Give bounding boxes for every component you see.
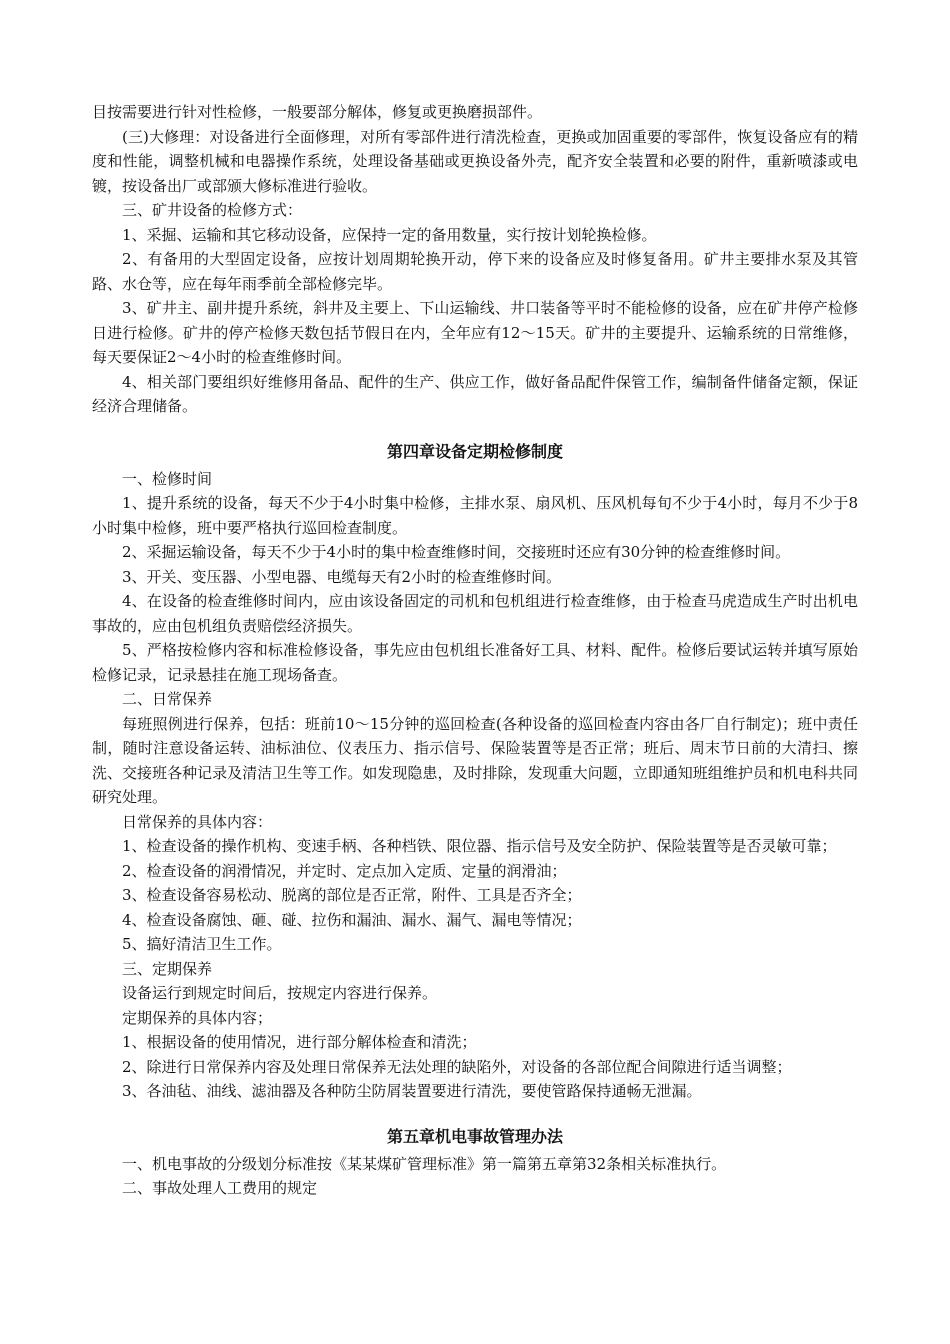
- section-heading: 二、事故处理人工费用的规定: [122, 1179, 318, 1197]
- paragraph: 1、采掘、运输和其它移动设备，应保持一定的备用数量，实行按计划轮换检修。: [122, 225, 657, 244]
- chapter-title: 第五章机电事故管理办法: [386, 1126, 563, 1146]
- paragraph: 3、各油毡、油线、滤油器及各种防尘防屑装置要进行清洗，要使管路保持通畅无泄漏。: [122, 1082, 702, 1100]
- paragraph: 目按需要进行针对性检修，一般要部分解体，修复或更换磨损部件。: [92, 103, 543, 121]
- paragraph: 三、矿井设备的检修方式：: [122, 201, 303, 219]
- paragraph: (三)大修理：对设备进行全面修理，对所有零部件进行清洗检查，更换或加固重要的零部件，恢复设备应有的精度和性能，调整机械和电器操作系统，处理设备基础或更换设备外壳，配齐安全装置和必要的附件，重新喷漆或电镀，按设备出厂或部颁大修标准进行验收。: [92, 127, 858, 195]
- paragraph: 2、检查设备的润滑情况，并定时、定点加入定质、定量的润滑油；: [122, 861, 567, 880]
- chapter-title: 第四章设备定期检修制度: [386, 441, 563, 461]
- paragraph: 5、严格按检修内容和标准检修设备，事先应由包机组长准备好工具、材料、配件。检修后要试运转并填写原始检修记录，记录悬挂在施工现场备查。: [92, 641, 858, 684]
- paragraph: 2、采掘运输设备，每天不少于4小时的集中检查维修时间，交接班时还应有30分钟的检查维修时间。: [122, 543, 791, 561]
- paragraph: 1、提升系统的设备，每天不少于4小时集中检修，主排水泵、扇风机、压风机每旬不少于4小时，每月不少于8小时集中检修，班中要严格执行巡回检查制度。: [92, 494, 858, 537]
- paragraph: 1、检查设备的操作机构、变速手柄、各种档铁、限位器、指示信号及安全防护、保险装置等是否灵敏可靠；: [122, 837, 837, 855]
- paragraph: 设备运行到规定时间后，按规定内容进行保养。: [122, 984, 438, 1002]
- paragraph: 日常保养的具体内容：: [122, 812, 273, 831]
- section-heading: 三、定期保养: [122, 959, 213, 978]
- paragraph: 定期保养的具体内容；: [122, 1008, 273, 1027]
- paragraph: 2、有备用的大型固定设备，应按计划周期轮换开动，停下来的设备应及时修复备用。矿井主要排水泵及其管路、水仓等，应在每年雨季前全部检修完毕。: [92, 250, 858, 293]
- paragraph: 5、搞好清洁卫生工作。: [122, 935, 282, 953]
- paragraph: 2、除进行日常保养内容及处理日常保养无法处理的缺陷外，对设备的各部位配合间隙进行适当调整；: [122, 1057, 792, 1076]
- section-heading: 一、检修时间: [122, 469, 213, 488]
- paragraph: 每班照例进行保养，包括：班前10～15分钟的巡回检查(各种设备的巡回检查内容由各厂自行制定)；班中责任制，随时注意设备运转、油标油位、仪表压力、指示信号、保险装置等是否正常；班后、周末节日前的大清扫、擦洗、交接班各种记录及清洁卫生等工作。如发现隐患，及时排除，发现重大问题，立即通知班组维护员和机电科共同研究处理。: [92, 714, 858, 806]
- paragraph: 3、检查设备容易松动、脱离的部位是否正常，附件、工具是否齐全；: [122, 886, 582, 904]
- paragraph: 4、在设备的检查维修时间内，应由该设备固定的司机和包机组进行检查维修，由于检查马虎造成生产时出机电事故的，应由包机组负责赔偿经济损失。: [92, 592, 858, 635]
- paragraph: 3、矿井主、副井提升系统，斜井及主要上、下山运输线、井口装备等平时不能检修的设备，应在矿井停产检修日进行检修。矿井的停产检修天数包括节假日在内，全年应有12～15天。矿井的主要提升、运输系统的日常维修，每天要保证2～4小时的检查维修时间。: [92, 299, 858, 366]
- paragraph: 一、机电事故的分级划分标准按《某某煤矿管理标准》第一篇第五章第32条相关标准执行。: [122, 1154, 727, 1173]
- paragraph: 3、开关、变压器、小型电器、电缆每天有2小时的检查维修时间。: [122, 567, 562, 586]
- paragraph: 4、相关部门要组织好维修用备品、配件的生产、供应工作，做好备品配件保管工作，编制备件储备定额，保证经济合理储备。: [92, 372, 858, 415]
- section-heading: 二、日常保养: [122, 690, 213, 708]
- paragraph: 4、检查设备腐蚀、砸、碰、拉伤和漏油、漏水、漏气、漏电等情况；: [122, 910, 582, 929]
- paragraph: 1、根据设备的使用情况，进行部分解体检查和清洗；: [122, 1033, 477, 1051]
